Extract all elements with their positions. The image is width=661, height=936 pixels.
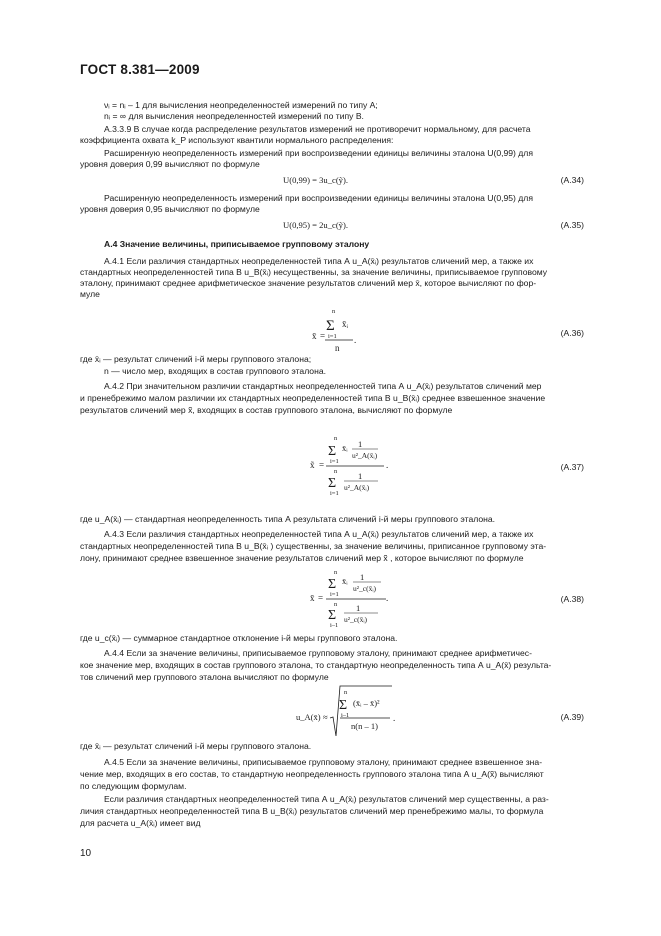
a36-period: . <box>354 335 357 345</box>
where-a38: где u_c(x̄ᵢ) — суммарное стандартное отклонение i-й меры группового эталона. <box>80 633 398 643</box>
a39-period: . <box>393 713 396 723</box>
a37-num-one: 1 <box>358 439 363 449</box>
a339-line-2: коэффициента охвата k_P используют квантили нормального распределения: <box>80 135 394 145</box>
a37-num-xi: x̄ᵢ <box>342 443 348 453</box>
a36-sum-bottom: i=1 <box>328 333 337 340</box>
a39-sum-top: n <box>344 689 348 696</box>
a38-num-xi: x̄ᵢ <box>342 576 348 586</box>
equation-a38 <box>308 566 418 632</box>
a38-period: . <box>386 593 389 603</box>
a38-eq-sign: = <box>318 593 324 603</box>
a42-line-3: результатов сличений мер x̃, входящих в состав группового эталона, вычисляют по формуле <box>80 405 453 415</box>
where-a36-line-2: n — число мер, входящих в состав группового эталона. <box>104 366 326 376</box>
equation-a39-number: (А.39) <box>560 712 584 722</box>
equation-a37-number: (А.37) <box>560 462 584 472</box>
a339-line-5: Расширенную неопределенность измерений при воспроизведении единицы величины эталона U(0,95) для <box>104 193 533 203</box>
a38-den-sum-symbol: Σ <box>328 608 337 623</box>
equation-a36 <box>310 303 390 355</box>
nu-definition: νᵢ = nᵢ – 1 для вычисления неопределенностей измерений по типу А; <box>104 100 378 110</box>
page-number: 10 <box>80 848 92 859</box>
page-header: ГОСТ 8.381—2009 <box>80 62 200 77</box>
a39-approx: ≈ <box>323 712 328 722</box>
a41-line-2: стандартных неопределенностей типа В u_B(x̄ᵢ) несущественны, за значение величины, приписываемое групповому <box>80 267 548 277</box>
a39-sum-symbol: Σ <box>339 698 348 713</box>
a43-line-2: стандартных неопределенностей типа В u_B(x̄ᵢ ) существенны, за значение величины, приписанное групповому эта- <box>80 541 547 551</box>
a38-den-sum-bottom: i–1 <box>330 622 339 629</box>
a36-xi: x̄ᵢ <box>342 319 348 329</box>
a37-den-sum-bottom: i=1 <box>330 490 339 497</box>
equation-a39 <box>296 684 426 740</box>
section-a4-heading: А.4 Значение величины, приписываемое групповому эталону <box>104 239 370 249</box>
a38-den-sum-top: n <box>334 601 338 608</box>
a339-line-4: уровня доверия 0,99 вычисляют по формуле <box>80 159 260 169</box>
a42-line-2: и пренебрежимо малом различии их стандартных неопределенностей типа В u_B(x̄ᵢ) среднее взвешенное значение <box>80 393 546 403</box>
a42-line-1: А.4.2 При значительном различии стандартных неопределенностей типа А u_A(x̄ᵢ) результатов сличений мер <box>104 381 542 391</box>
a38-den-one: 1 <box>356 603 361 613</box>
a339-line-1: А.3.3.9 В случае когда распределение результатов измерений не противоречит нормальному, для расчета <box>104 124 531 134</box>
a36-eq-sign: = <box>320 331 326 341</box>
a37-den-one: 1 <box>358 471 363 481</box>
a39-sum-bottom: i–1 <box>341 712 350 719</box>
a39-denominator: n(n – 1) <box>351 721 378 731</box>
a44-line-3: тов сличений мер группового эталона вычисляют по формуле <box>80 672 329 682</box>
a41-line-1: А.4.1 Если различия стандартных неопределенностей типа А u_A(x̄ᵢ) результатов сличений мер, а также их <box>104 256 534 266</box>
a37-lhs: x̃ <box>310 460 315 470</box>
equation-a37 <box>308 432 418 500</box>
a37-num-sum-symbol: Σ <box>328 444 337 459</box>
a38-den-uc2: u²_c(x̄ᵢ) <box>344 615 368 624</box>
a37-num-sum-top: n <box>334 435 338 442</box>
a36-denominator: n <box>335 343 340 353</box>
a45-line-2: чение мер, входящих в его состав, то стандартную неопределенность группового эталона типа А u_A(x̃) вычисляют <box>80 769 544 779</box>
equation-a35-number: (А.35) <box>560 220 584 230</box>
n-infinity-definition: nᵢ = ∞ для вычисления неопределенностей измерений по типу В. <box>104 111 364 121</box>
a38-num-sum-symbol: Σ <box>328 577 337 592</box>
a39-lhs: u_A(x̄) <box>296 712 321 722</box>
a38-num-one: 1 <box>360 572 365 582</box>
a41-line-3: эталону, принимают среднее арифметическое значение результатов сличений мер x̄, которое вычисляют по фор- <box>80 278 537 288</box>
a36-sum-top: n <box>332 308 336 315</box>
equation-a34-number: (А.34) <box>560 175 584 185</box>
equation-a38-number: (А.38) <box>560 594 584 604</box>
a339-line-3: Расширенную неопределенность измерений при воспроизведении единицы величины эталона U(0,99) для <box>104 148 533 158</box>
a45-line-1: А.4.5 Если за значение величины, приписываемое групповому эталону, принимают среднее взвешенное зна- <box>104 757 543 767</box>
a44-line-2: кое значение мер, входящих в состав группового эталона, то стандартную неопределенность типа А u_A(x̄) результа- <box>80 660 552 670</box>
a39-numerator: (x̄ᵢ – x̄)² <box>353 698 380 708</box>
a339-line-6: уровня доверия 0,95 вычисляют по формуле <box>80 204 260 214</box>
equation-a36-number: (А.36) <box>560 328 584 338</box>
a37-num-ua2: u²_A(x̄ᵢ) <box>352 451 378 460</box>
equation-a34: U(0,99) = 3u_c(ỹ). <box>283 175 348 185</box>
a45-line-3: по следующим формулам. <box>80 781 187 791</box>
a37-num-sum-bottom: i=1 <box>330 458 339 465</box>
a37-den-sum-symbol: Σ <box>328 476 337 491</box>
a37-den-ua2: u²_A(x̄ᵢ) <box>344 483 370 492</box>
a45-line-5: личия стандартных неопределенностей типа В u_B(x̄ᵢ) результатов сличений мер пренебрежимо малы, то формула <box>80 806 544 816</box>
a37-den-sum-top: n <box>334 468 338 475</box>
a38-num-sum-top: n <box>334 569 338 576</box>
a45-line-4: Если различия стандартных неопределенностей типа А u_A(x̄ᵢ) результатов сличений мер существенны, а раз- <box>104 794 549 804</box>
a41-line-4: муле <box>80 289 100 299</box>
a37-eq-sign: = <box>319 460 325 470</box>
a43-line-1: А.4.3 Если различия стандартных неопределенностей типа А u_A(x̄ᵢ) результатов сличений мер, а также их <box>104 529 534 539</box>
a44-line-1: А.4.4 Если за значение величины, приписываемое групповому эталону, принимают среднее арифметичес- <box>104 648 532 658</box>
a38-num-uc2: u²_c(x̄ᵢ) <box>353 584 377 593</box>
equation-a35: U(0,95) = 2u_c(ỹ). <box>283 220 348 230</box>
where-a36-line-1: где x̄ᵢ — результат сличений i-й меры группового эталона; <box>80 354 312 364</box>
a38-lhs: x̄ <box>310 593 315 603</box>
where-a39: где x̄ᵢ — результат сличений i-й меры группового эталона. <box>80 741 312 751</box>
a36-sum-symbol: Σ <box>326 318 335 334</box>
a36-lhs: x̄ <box>312 331 317 341</box>
a37-period: . <box>386 460 389 470</box>
a45-line-6: для расчета u_A(x̄ᵢ) имеет вид <box>80 818 201 828</box>
where-a37: где u_A(x̄ᵢ) — стандартная неопределенность типа А результата сличений i-й меры группового эталона. <box>80 514 496 524</box>
a43-line-3: лону, принимают среднее взвешенное значение результатов сличений мер x̃ , которое вычисляют по формуле <box>80 553 524 563</box>
a38-num-sum-bottom: i=1 <box>330 591 339 598</box>
